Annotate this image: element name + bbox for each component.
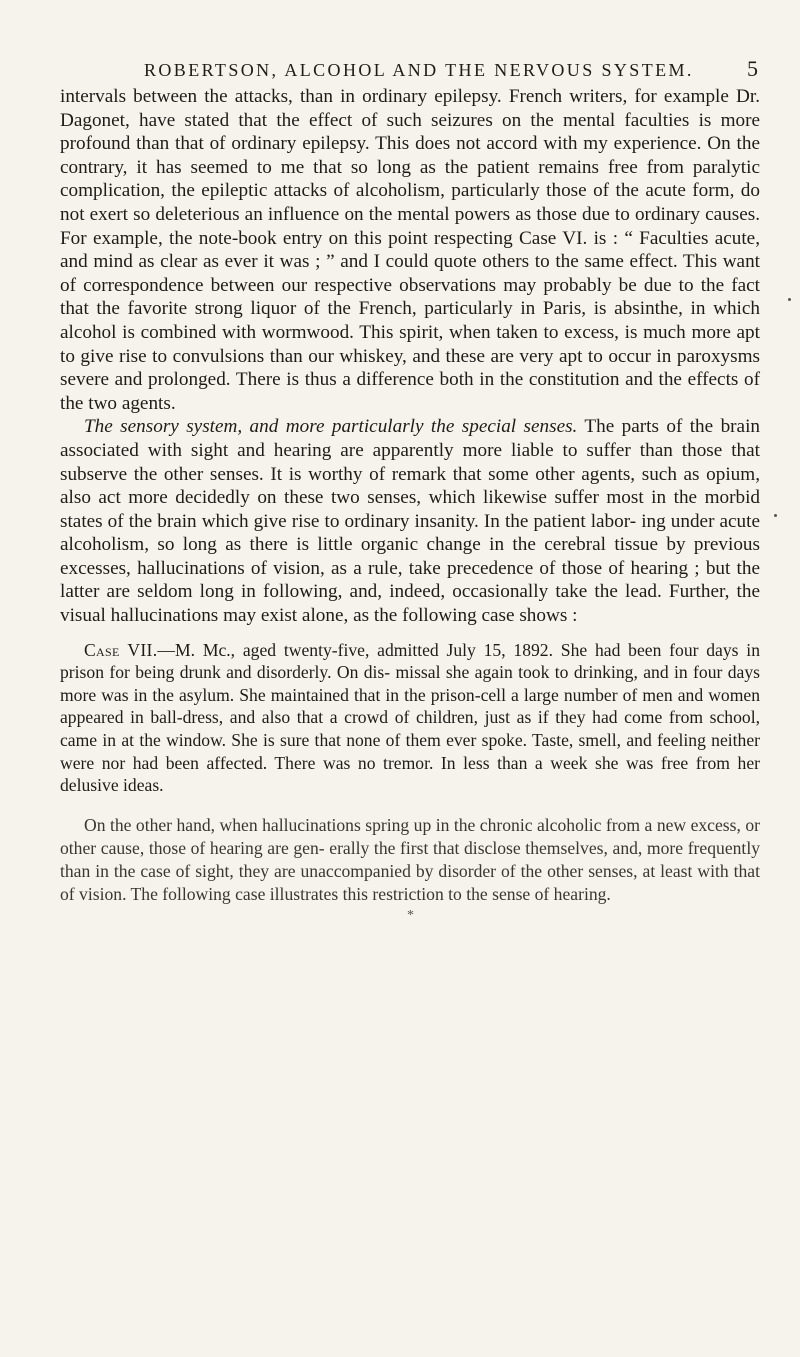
margin-dot: [788, 298, 791, 301]
asterisk-mark: *: [407, 907, 414, 923]
section-heading-italic: The sensory system, and more particularly the special senses.: [84, 416, 578, 438]
body-text: [60, 85, 760, 923]
paragraph-epilepsy: intervals between the attacks, than in ordinary epilepsy. French writers, for example Dr. Dagonet, have stated that the effect of such seizures on the mental faculties is more profound than that of ordinary epilepsy. This does not accord with my experience. On the contrary, it has seemed to me that so long as the patient remains free from paralytic complication, the epileptic attacks of alcoholism, particularly those of the acute form, do not exert so deleterious an influence on the mental powers as those due to ordinary causes. For example, the note-book entry on this point respecting Case VI. is : “ Faculties acute, and mind as clear as ever it was ; ” and I could quote others to the same effect. This want of correspondence between our respective observations may probably be due to the fact that the favorite strong liquor of the French, particularly in Paris, is absinthe, in which alcohol is combined with wormwood. This spirit, when taken to excess, is much more apt to give rise to convulsions than our whiskey, and these are very apt to occur in paroxysms severe and prolonged. There is thus a difference both in the constitution and the effects of the two agents.: [60, 86, 760, 414]
paragraph-sensory-system: [60, 415, 760, 627]
paragraph-sensory-text: The parts of the brain associated with sight and hearing are apparently more liable to suffer than those that subserve the other senses. It is worthy of remark that some other agents, such as opium, also act more decidedly on these two senses, which likewise suffer most in the morbid states of the brain which give rise to ordinary insanity. In the patient labor- ing under acute alcoholism, so long as there is little organic change in the cerebral tissue by previous excesses, hallucinations of vision, as a rule, take precedence of those of hearing ; but the latter are seldom long in following, and, indeed, occasionally take the lead. Further, the visual hallucinations may exist alone, as the following case shows :: [60, 416, 760, 627]
paragraph-hearing: On the other hand, when hallucinations spring up in the chronic alcoholic from a new excess, or other cause, those of hearing are gen- erally the first that disclose themselves, and, more frequently than in the case of sight, they are unaccompanied by disorder of the other senses, at least with that of vision. The following case illustrates this restriction to the sense of hearing.: [60, 815, 760, 904]
case-vii: [60, 639, 760, 797]
running-title: ROBERTSON, ALCOHOL AND THE NERVOUS SYSTEM.: [144, 60, 694, 80]
page-number: 5: [747, 56, 758, 81]
margin-dot: [774, 514, 777, 517]
case-label: Case VII.: [84, 639, 158, 660]
case-text: —M. Mc., aged twenty-five, admitted July 15, 1892. She had been four days in prison for being drunk and disorderly. On dis- missal she again took to drinking, and in four days more was in the asylum. She maintained that in the prison-cell a large number of men and women appeared in ball-dress, and also that a crowd of children, just as if they had come from school, came in at the window. She is sure that none of them ever spoke. Taste, smell, and feeling neither were nor had been affected. There was no tremor. In less than a week she was free from her delusive ideas.: [60, 639, 760, 796]
running-head: [60, 58, 762, 88]
